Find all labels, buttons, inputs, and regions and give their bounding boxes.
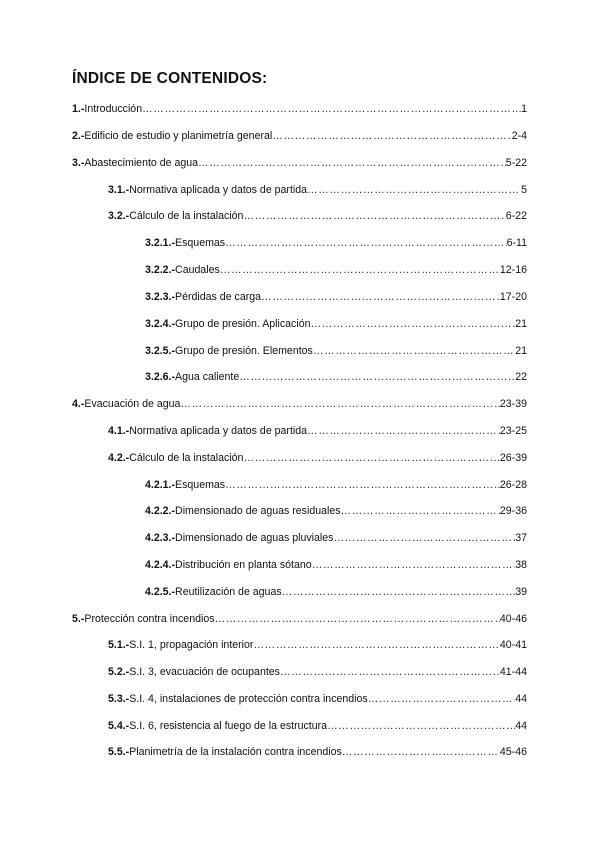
dot-leader <box>311 316 516 332</box>
toc-entry[interactable] <box>145 557 527 573</box>
dot-leader <box>220 262 500 278</box>
toc-entry-title: Caudales <box>175 264 220 276</box>
toc-entry-number: 3.- <box>72 157 85 169</box>
toc-entry-number: 3.2.5.- <box>145 345 176 357</box>
toc-entry[interactable] <box>108 664 527 680</box>
dot-leader <box>225 477 500 493</box>
toc-entry[interactable] <box>145 584 527 600</box>
toc-entry[interactable] <box>108 182 527 198</box>
toc-entry-title: Normativa aplicada y datos de partida <box>129 425 308 437</box>
toc-entry[interactable] <box>72 128 527 144</box>
dot-leader <box>180 396 500 412</box>
toc-entry-page: 23-25 <box>499 425 527 437</box>
toc-entry-number: 3.2.6.- <box>145 371 176 383</box>
toc-entry[interactable] <box>145 289 527 305</box>
toc-entry-number: 4.2.4.- <box>145 559 176 571</box>
dot-leader <box>198 155 506 171</box>
toc-entry-title: Cálculo de la instalación <box>129 210 244 222</box>
toc-entry-number: 3.2.2.- <box>145 264 176 276</box>
toc-entry[interactable] <box>145 477 527 493</box>
dot-leader <box>307 423 500 439</box>
toc-entry-title: Grupo de presión. Aplicación <box>175 318 311 330</box>
dot-leader <box>341 503 500 519</box>
toc-entry-number: 4.2.5.- <box>145 586 176 598</box>
toc-entry-page: 17-20 <box>499 291 527 303</box>
toc-entry-page: 29-36 <box>499 505 527 517</box>
toc-entry-title: Abastecimiento de agua <box>84 157 199 169</box>
toc-entry-title: S.I. 4, instalaciones de protección contra incendios <box>129 693 368 705</box>
dot-leader <box>368 691 516 707</box>
toc-entry-number: 3.2.4.- <box>145 318 176 330</box>
toc-entry-number: 2.- <box>72 130 85 142</box>
toc-entry-title: Planimetría de la instalación contra incendios <box>129 746 342 758</box>
toc-entry-page: 44 <box>515 720 527 732</box>
dot-leader <box>333 530 515 546</box>
toc-entry-page: 41-44 <box>499 666 527 678</box>
toc-entry-title: Dimensionado de aguas residuales <box>175 505 341 517</box>
toc-entry[interactable] <box>108 718 527 734</box>
toc-entry-page: 22 <box>515 371 527 383</box>
dot-leader <box>342 744 500 760</box>
toc-entry-number: 4.2.1.- <box>145 479 176 491</box>
toc-entry[interactable] <box>145 369 527 385</box>
toc-entry-number: 5.3.- <box>108 693 130 705</box>
toc-entry[interactable] <box>108 208 527 224</box>
toc-entry[interactable] <box>145 503 527 519</box>
toc-entry-page: 12-16 <box>499 264 527 276</box>
toc-entry-number: 5.5.- <box>108 746 130 758</box>
toc-entry-number: 4.2.- <box>108 452 130 464</box>
toc-entry-title: S.I. 6, resistencia al fuego de la estructura <box>129 720 328 732</box>
toc-entry-number: 3.2.1.- <box>145 237 176 249</box>
toc-entry-title: Reutilización de aguas <box>175 586 282 598</box>
toc-entry-page: 37 <box>515 532 527 544</box>
dot-leader <box>243 450 499 466</box>
toc-entry-title: Dimensionado de aguas pluviales <box>175 532 334 544</box>
toc-entry-page: 26-28 <box>499 479 527 491</box>
dot-leader <box>327 718 515 734</box>
toc-entry[interactable] <box>72 611 527 627</box>
dot-leader <box>261 289 500 305</box>
dot-leader <box>280 664 500 680</box>
toc-entry[interactable] <box>145 343 527 359</box>
toc-entry-title: S.I. 3, evacuación de ocupantes <box>129 666 280 678</box>
toc-entry[interactable] <box>72 396 527 412</box>
dot-leader <box>307 182 521 198</box>
toc-entry-number: 4.1.- <box>108 425 130 437</box>
dot-leader <box>239 369 515 385</box>
toc-entry-number: 3.2.- <box>108 210 130 222</box>
toc-entry-title: S.I. 1, propagación interior <box>129 639 254 651</box>
page-title: ÍNDICE DE CONTENIDOS: <box>72 70 268 87</box>
toc-entry-page: 23-39 <box>499 398 527 410</box>
toc-entry[interactable] <box>108 423 527 439</box>
toc-entry[interactable] <box>108 691 527 707</box>
toc-entry-title: Protección contra incendios <box>84 613 215 625</box>
toc-entry-page: 5-22 <box>505 157 527 169</box>
toc-entry[interactable] <box>145 316 527 332</box>
toc-entry-title: Cálculo de la instalación <box>129 452 244 464</box>
toc-entry-number: 5.2.- <box>108 666 130 678</box>
dot-leader <box>253 637 499 653</box>
toc-entry[interactable] <box>145 235 527 251</box>
toc-entry-page: 5 <box>521 184 527 196</box>
toc-entry-title: Introducción <box>84 103 143 115</box>
toc-entry-page: 38 <box>515 559 527 571</box>
toc-entry[interactable] <box>108 637 527 653</box>
dot-leader <box>312 557 516 573</box>
toc-entry-title: Grupo de presión. Elementos <box>175 345 313 357</box>
toc-entry-number: 1.- <box>72 103 85 115</box>
toc-entry-page: 39 <box>515 586 527 598</box>
toc-entry-title: Distribución en planta sótano <box>175 559 312 571</box>
dot-leader <box>225 235 506 251</box>
toc-entry-page: 6-22 <box>505 210 527 222</box>
toc-entry-title: Edificio de estudio y planimetría general <box>84 130 273 142</box>
dot-leader <box>282 584 516 600</box>
toc-entry-number: 5.- <box>72 613 85 625</box>
toc-entry[interactable] <box>108 744 527 760</box>
toc-entry-page: 40-41 <box>499 639 527 651</box>
dot-leader <box>313 343 515 359</box>
toc-entry-title: Esquemas <box>175 237 226 249</box>
toc-entry-page: 44 <box>515 693 527 705</box>
dot-leader <box>243 208 505 224</box>
toc-entry[interactable] <box>145 530 527 546</box>
toc-entry-title: Esquemas <box>175 479 226 491</box>
toc-entry-title: Normativa aplicada y datos de partida <box>129 184 308 196</box>
toc-entry[interactable] <box>72 101 527 117</box>
toc-entry-title: Agua caliente <box>175 371 240 383</box>
toc-entry[interactable] <box>108 450 527 466</box>
toc-entry-title: Pérdidas de carga <box>175 291 262 303</box>
toc-entry-number: 3.2.3.- <box>145 291 176 303</box>
toc-entry-number: 5.1.- <box>108 639 130 651</box>
dot-leader <box>272 128 511 144</box>
toc-entry[interactable] <box>145 262 527 278</box>
toc-entry-number: 4.- <box>72 398 85 410</box>
toc-entry-title: Evacuación de agua <box>84 398 181 410</box>
toc-entry-number: 4.2.2.- <box>145 505 176 517</box>
dot-leader <box>142 101 521 117</box>
toc-entry-page: 45-46 <box>499 746 527 758</box>
toc-entry-page: 40-46 <box>499 613 527 625</box>
toc-entry-page: 21 <box>515 345 527 357</box>
toc-entry-number: 4.2.3.- <box>145 532 176 544</box>
toc-entry-page: 26-39 <box>499 452 527 464</box>
toc-entry-page: 2-4 <box>511 130 527 142</box>
toc-entry[interactable] <box>72 155 527 171</box>
dot-leader <box>215 611 500 627</box>
toc-entry-number: 5.4.- <box>108 720 130 732</box>
toc-entry-page: 21 <box>515 318 527 330</box>
toc-entry-page: 6-11 <box>506 237 527 249</box>
toc-entry-page: 1 <box>521 103 527 115</box>
toc-entry-number: 3.1.- <box>108 184 130 196</box>
